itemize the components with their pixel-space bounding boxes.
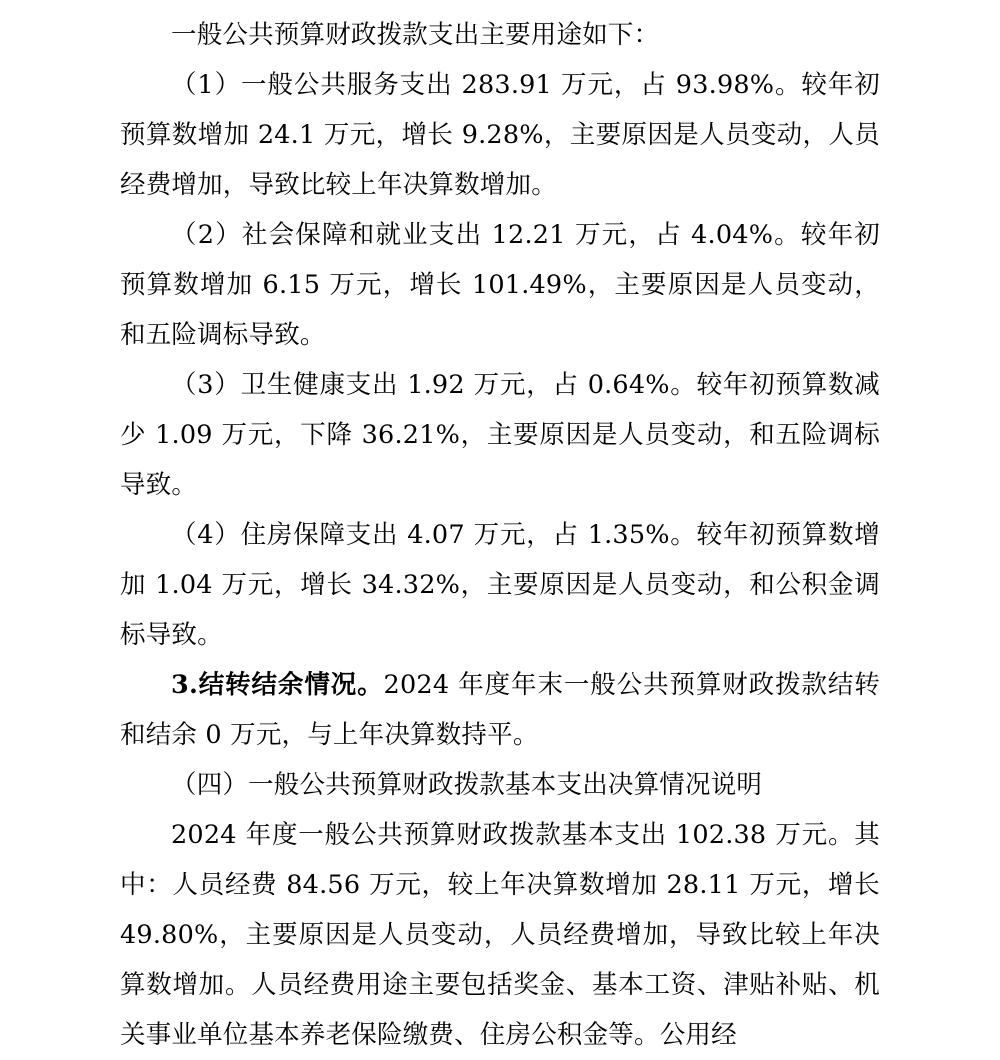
- paragraph-item-2: （2）社会保障和就业支出 12.21 万元，占 4.04%。较年初预算数增加 6.15 万元，增长 101.49%，主要原因是人员变动，和五险调标导致。: [120, 220, 880, 350]
- paragraph-section-4-body: 2024 年度一般公共预算财政拨款基本支出 102.38 万元。其中：人员经费 84.56 万元，较上年决算数增加 28.11 万元，增长 49.80%，主要原因是人员变动，人员经费增加，导致比较上年决算数增加。人员经费用途主要包括奖金、基本工资、津贴补贴、机关事业单位基本养老保险缴费、住房公积金等。公用经: [120, 820, 880, 1050]
- section-3-label: 3.结转结余情况。: [171, 670, 384, 700]
- paragraph-section-3: [120, 660, 880, 760]
- paragraph-section-4-heading: （四）一般公共预算财政拨款基本支出决算情况说明: [171, 770, 763, 800]
- paragraph-item-3: （3）卫生健康支出 1.92 万元，占 0.64%。较年初预算数减少 1.09 万元，下降 36.21%，主要原因是人员变动，和五险调标导致。: [120, 370, 880, 500]
- section-3-text: 2024 年度年末一般公共预算财政拨款结转和结余 0 万元，与上年决算数持平。: [120, 670, 880, 750]
- paragraph-item-4: （4）住房保障支出 4.07 万元，占 1.35%。较年初预算数增加 1.04 万元，增长 34.32%，主要原因是人员变动，和公积金调标导致。: [120, 520, 880, 650]
- paragraph-item-1: （1）一般公共服务支出 283.91 万元，占 93.98%。较年初预算数增加 24.1 万元，增长 9.28%，主要原因是人员变动，人员经费增加，导致比较上年决算数增加。: [120, 70, 880, 200]
- paragraph-intro: 一般公共预算财政拨款支出主要用途如下：: [171, 20, 660, 50]
